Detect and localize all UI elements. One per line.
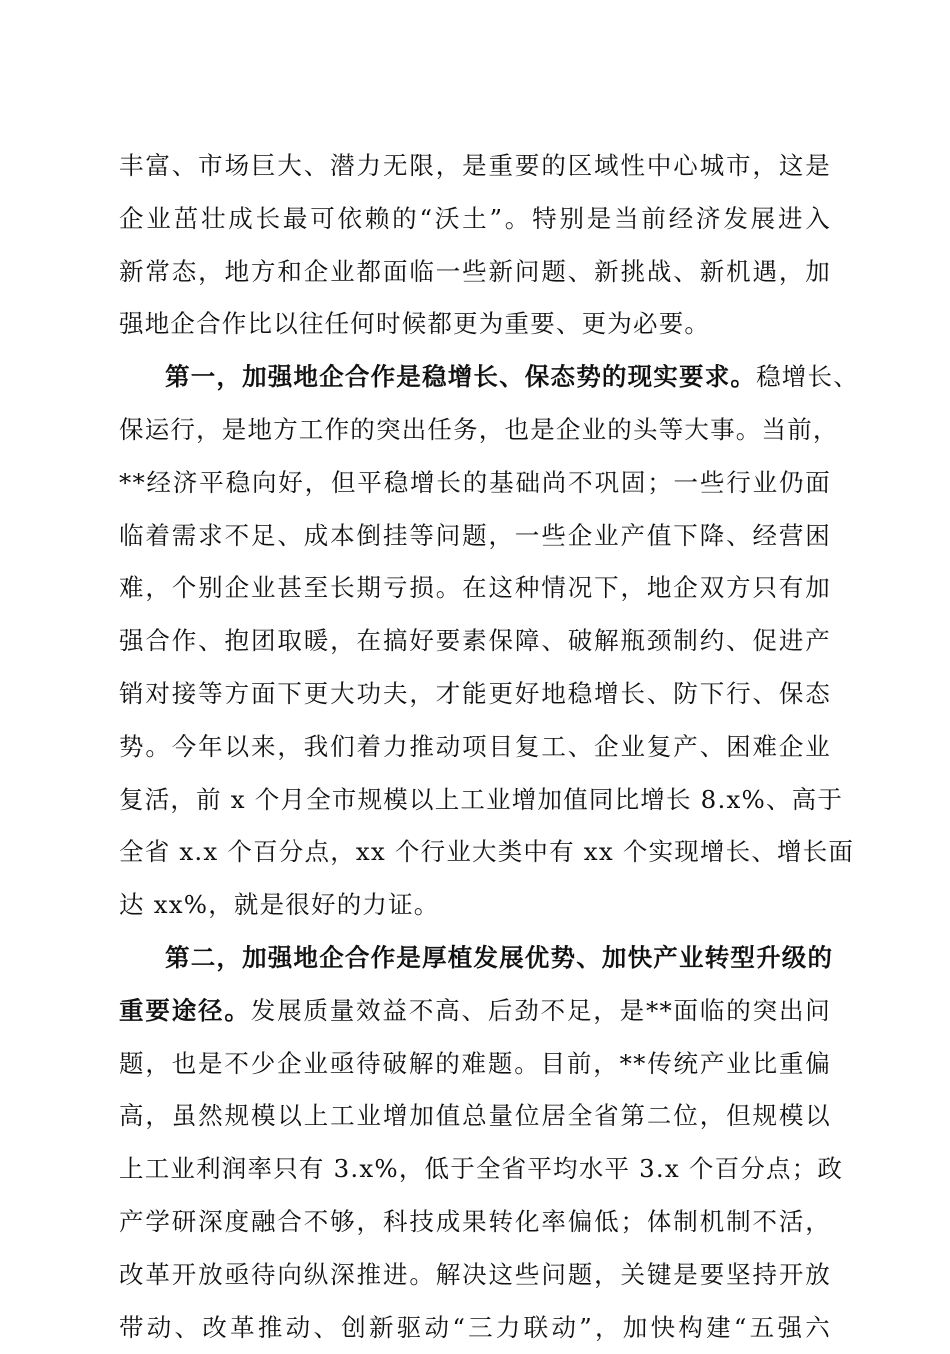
text-line: 销对接等方面下更大功夫，才能更好地稳增长、防下行、保态 <box>119 678 831 708</box>
paragraph-second-heading-cont: 重要途径。 <box>119 995 251 1025</box>
text-line: 改革开放亟待向纵深推进。解决这些问题，关键是要坚持开放 <box>119 1259 831 1289</box>
paragraph-first-opening-line <box>119 351 859 404</box>
text-line: 全省 x.x 个百分点，xx 个行业大类中有 xx 个实现增长、增长面 <box>119 837 855 867</box>
text-line: 临着需求不足、成本倒挂等问题，一些企业产值下降、经营困 <box>119 520 831 550</box>
text-line: 保运行，是地方工作的突出任务，也是企业的头等大事。当前， <box>119 414 839 444</box>
text-line: 难，个别企业甚至长期亏损。在这种情况下，地企双方只有加 <box>119 573 831 603</box>
text-line: 强合作、抱团取暖，在搞好要素保障、破解瓶颈制约、促进产 <box>119 626 831 656</box>
text-line: 带动、改革推动、创新驱动“三力联动”，加快构建“五强六 <box>119 1312 831 1342</box>
paragraph-second-opening-line <box>119 985 831 1038</box>
document-body <box>119 140 859 1354</box>
text-line: 企业茁壮成长最可依赖的“沃土”。特别是当前经济发展进入 <box>119 203 831 233</box>
text-line: 丰富、市场巨大、潜力无限，是重要的区域性中心城市，这是 <box>119 151 831 180</box>
text-span: 发展质量效益不高、后劲不足，是**面临的突出问 <box>250 995 831 1025</box>
text-line: 达 xx%，就是很好的力证。 <box>119 890 440 920</box>
text-span: 稳增长、 <box>756 362 859 392</box>
text-line: 上工业利润率只有 3.x%，低于全省平均水平 3.x 个百分点；政 <box>119 1154 844 1184</box>
text-line: 新常态，地方和企业都面临一些新问题、新挑战、新机遇，加 <box>119 256 831 286</box>
paragraph-second-heading: 第二，加强地企合作是厚植发展优势、加快产业转型升级的 <box>165 942 834 972</box>
text-line: 势。今年以来，我们着力推动项目复工、企业复产、困难企业 <box>119 731 831 761</box>
text-line: 复活，前 x 个月全市规模以上工业增加值同比增长 8.x%、高于 <box>119 784 844 814</box>
text-line: 产学研深度融合不够，科技成果转化率偏低；体制机制不活， <box>119 1206 831 1236</box>
text-line: **经济平稳向好，但平稳增长的基础尚不巩固；一些行业仍面 <box>119 467 831 497</box>
paragraph-first-heading: 第一，加强地企合作是稳增长、保态势的现实要求。 <box>165 362 757 392</box>
text-line: 题，也是不少企业亟待破解的难题。目前，**传统产业比重偏 <box>119 1048 831 1078</box>
text-line: 高，虽然规模以上工业增加值总量位居全省第二位，但规模以 <box>119 1101 831 1131</box>
text-line: 强地企合作比以往任何时候都更为重要、更为必要。 <box>119 309 711 339</box>
